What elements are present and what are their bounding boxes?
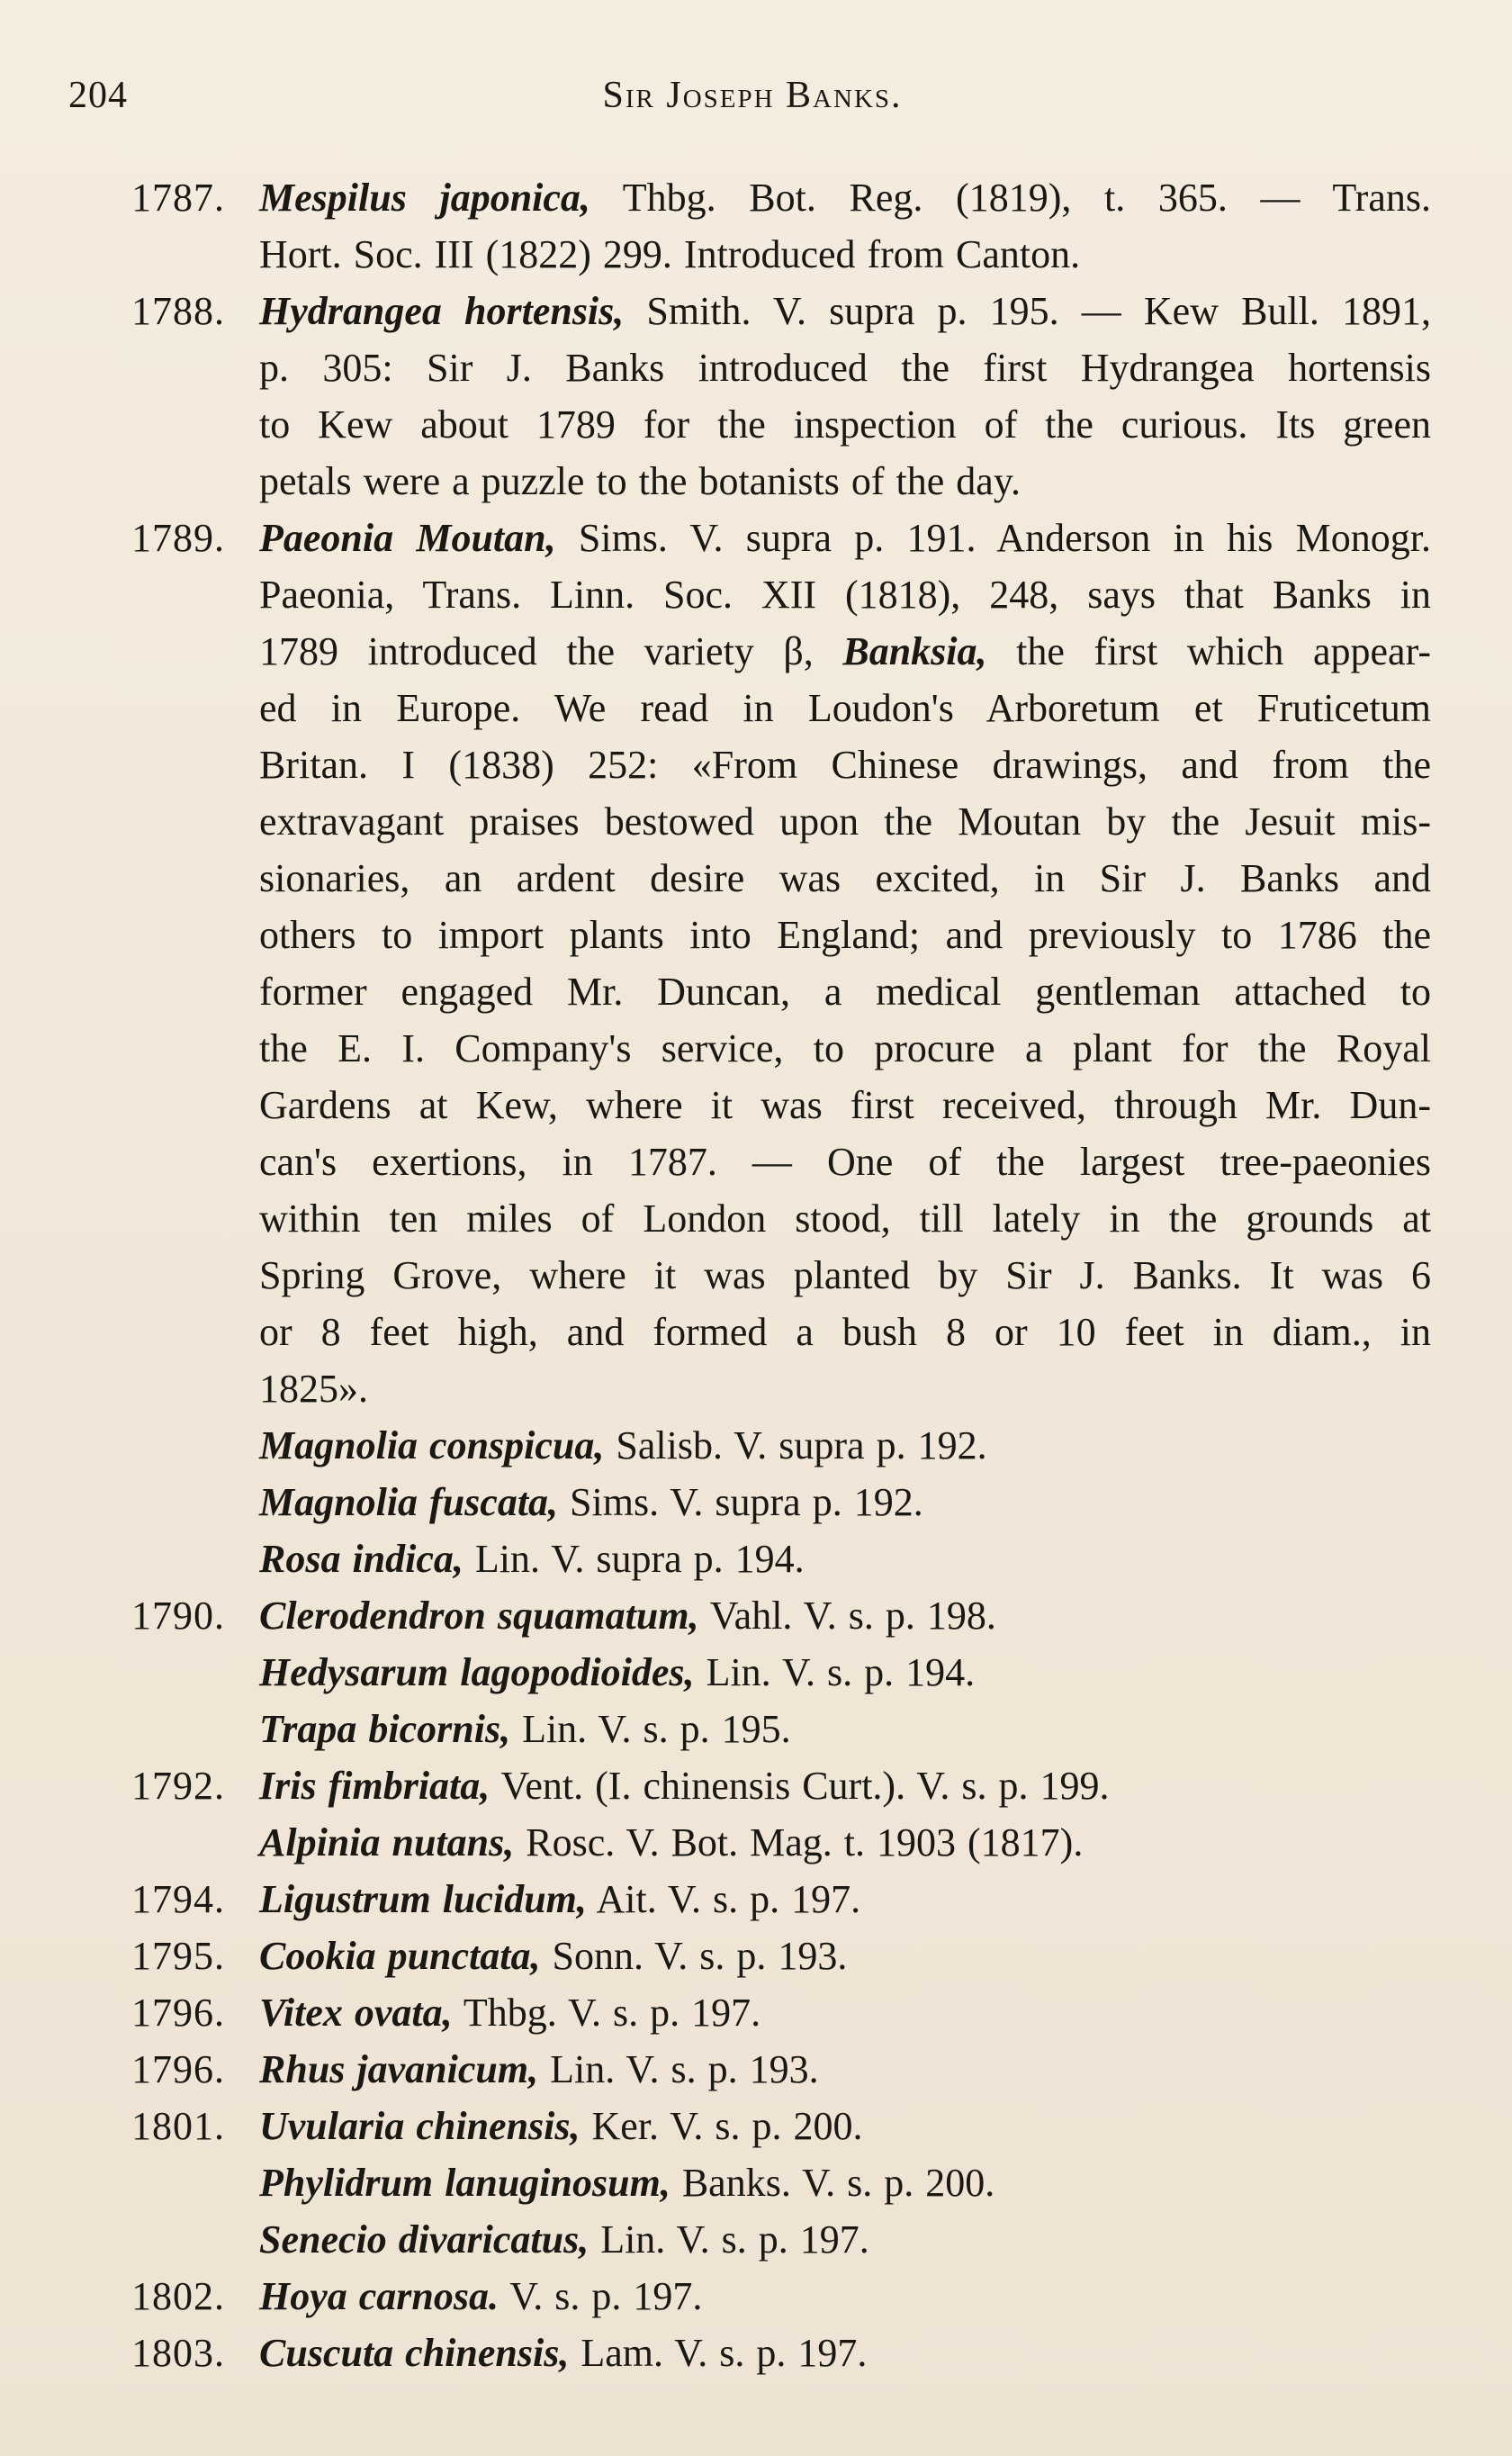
entry-row <box>131 1417 1431 1474</box>
species-name: Uvularia chinensis, <box>259 2104 580 2148</box>
entry-line <box>259 680 1431 736</box>
entry-text <box>259 1814 1431 1871</box>
entry-row <box>131 1928 1431 1984</box>
entry-line <box>259 566 1431 623</box>
entry-line <box>259 1417 1431 1474</box>
page-number: 204 <box>68 75 128 116</box>
species-name: Hedysarum lagopodioides, <box>259 1650 695 1694</box>
entry-line <box>259 1530 1431 1587</box>
entry-row <box>131 2325 1431 2381</box>
entry-line <box>259 1644 1431 1701</box>
entry-year: 1787. <box>131 176 225 220</box>
entry-line <box>259 623 1431 680</box>
entry-line <box>259 1928 1431 1984</box>
species-name: Alpinia nutans, <box>259 1820 515 1865</box>
entry-line <box>259 1757 1431 1814</box>
entry-line <box>259 1077 1431 1133</box>
page-header <box>68 74 1436 128</box>
entry-line-text: Sonn. V. s. p. 193. <box>540 1934 848 1978</box>
entry-line-text: Lin. V. s. p. 197. <box>589 2217 869 2262</box>
entry-line-text: to Kew about 1789 for the inspection of the curious. Its green <box>259 402 1431 447</box>
entry-row <box>131 1644 1431 1701</box>
entry-line-text: Hort. Soc. III (1822) 299. Introduced from Canton. <box>259 232 1081 276</box>
entry-line-text: ed in Europe. We read in Loudon's Arboretum et Fruticetum <box>259 686 1431 730</box>
entry-line <box>259 2041 1431 2098</box>
entry-text <box>259 1757 1431 1814</box>
species-name: Magnolia conspicua, <box>259 1423 605 1467</box>
entry-line-text: Vahl. V. s. p. 198. <box>698 1594 996 1638</box>
entry-row <box>131 2041 1431 2098</box>
entry-year: 1789. <box>131 516 225 560</box>
entry-line <box>259 339 1431 396</box>
entry-row <box>131 1530 1431 1587</box>
entry-row <box>131 283 1431 510</box>
entry-line-text: 1825». <box>259 1367 368 1411</box>
entry-line-text: Ker. V. s. p. 200. <box>580 2104 863 2148</box>
entry-line-text: Lin. V. s. p. 193. <box>538 2047 819 2091</box>
entry-year: 1792. <box>131 1764 225 1808</box>
entry-line-text: or 8 feet high, and formed a bush 8 or 10 feet in diam., in <box>259 1310 1431 1354</box>
entry-line <box>259 283 1431 339</box>
entry-row <box>131 2098 1431 2154</box>
species-name: Rhus javanicum, <box>259 2047 539 2091</box>
entry-text <box>259 1474 1431 1530</box>
entry-line <box>259 453 1431 510</box>
entry-line <box>259 226 1431 283</box>
entry-line-text: V. s. p. 197. <box>499 2274 703 2318</box>
species-name: Vitex ovata, <box>259 1991 453 2035</box>
entry-line-text-continued: the first which appear- <box>986 629 1431 673</box>
entry-line-text: Smith. V. supra p. 195. — Kew Bull. 1891, <box>624 289 1432 333</box>
entry-year: 1788. <box>131 289 225 333</box>
entry-text <box>259 1644 1431 1701</box>
entry-year: 1803. <box>131 2331 225 2375</box>
entry-line <box>259 1360 1431 1417</box>
entry-line-text: Paeonia, Trans. Linn. Soc. XII (1818), 248, says that Banks in <box>259 573 1431 617</box>
entry-row <box>131 1757 1431 1814</box>
entry-row <box>131 169 1431 283</box>
species-name: Mespilus japonica, <box>259 176 590 220</box>
entry-row <box>131 1814 1431 1871</box>
entry-line-text: Lam. V. s. p. 197. <box>569 2331 868 2375</box>
entry-line-text: Lin. V. s. p. 194. <box>694 1650 976 1694</box>
entry-line <box>259 1247 1431 1304</box>
entry-row <box>131 2211 1431 2268</box>
entry-row <box>131 2268 1431 2325</box>
entry-line <box>259 2268 1431 2325</box>
entry-line-text: Spring Grove, where it was planted by Sir J. Banks. It was 6 <box>259 1253 1431 1297</box>
species-name: Senecio divaricatus, <box>259 2217 590 2262</box>
entry-line <box>259 2154 1431 2211</box>
entry-text <box>259 1871 1431 1928</box>
entry-line-text: Ait. V. s. p. 197. <box>586 1877 861 1921</box>
entry-text <box>259 2154 1431 2211</box>
entry-line-text: Thbg. V. s. p. 197. <box>452 1991 761 2035</box>
entry-text <box>259 1417 1431 1474</box>
entry-line-text: Banks. V. s. p. 200. <box>670 2161 995 2205</box>
entry-line-text: Sims. V. supra p. 192. <box>558 1480 923 1524</box>
entry-line-text: the E. I. Company's service, to procure a plant for the Royal <box>259 1026 1431 1070</box>
entry-line <box>259 1304 1431 1360</box>
entry-year: 1795. <box>131 1934 225 1978</box>
species-name: Phylidrum lanuginosum, <box>259 2161 670 2205</box>
entry-line-text: Sims. V. supra p. 191. Anderson in his Monogr. <box>555 516 1432 560</box>
entry-text <box>259 2268 1431 2325</box>
entry-line-text: p. 305: Sir J. Banks introduced the first Hydrangea hortensis <box>259 346 1431 390</box>
entry-line <box>259 1190 1431 1247</box>
species-name: Magnolia fuscata, <box>259 1480 559 1524</box>
entry-text <box>259 1530 1431 1587</box>
entry-line <box>259 793 1431 850</box>
entry-line-text: Thbg. Bot. Reg. (1819), t. 365. — Trans. <box>590 176 1431 220</box>
entry-line-text: petals were a puzzle to the botanists of the day. <box>259 459 1021 503</box>
entry-line <box>259 1814 1431 1871</box>
entry-year: 1801. <box>131 2104 225 2148</box>
entry-line <box>259 736 1431 793</box>
entry-year: 1802. <box>131 2274 225 2318</box>
entry-text <box>259 2325 1431 2381</box>
entry-row <box>131 510 1431 1417</box>
species-name: Clerodendron squamatum, <box>259 1594 699 1638</box>
species-name: Paeonia Moutan, <box>259 516 556 560</box>
entry-line-text: Lin. V. supra p. 194. <box>463 1537 805 1581</box>
entry-line <box>259 169 1431 226</box>
entry-line <box>259 1587 1431 1644</box>
entry-year: 1796. <box>131 2047 225 2091</box>
entry-line <box>259 2211 1431 2268</box>
entry-row <box>131 1474 1431 1530</box>
entry-text <box>259 510 1431 1417</box>
entry-line <box>259 2325 1431 2381</box>
botanical-entry-list <box>131 169 1431 2381</box>
entry-line <box>259 850 1431 907</box>
entry-line-text: Gardens at Kew, where it was first received, through Mr. Dun- <box>259 1083 1431 1127</box>
entry-line-text: sionaries, an ardent desire was excited, in Sir J. Banks and <box>259 856 1431 900</box>
entry-line <box>259 510 1431 566</box>
entry-line-text: within ten miles of London stood, till lately in the grounds at <box>259 1196 1431 1241</box>
entry-line-text: 1789 introduced the variety β, <box>259 629 843 673</box>
entry-line <box>259 1133 1431 1190</box>
entry-line <box>259 1984 1431 2041</box>
entry-text <box>259 283 1431 510</box>
entry-line <box>259 963 1431 1020</box>
entry-text <box>259 1928 1431 1984</box>
entry-line <box>259 1474 1431 1530</box>
entry-line-text: Britan. I (1838) 252: «From Chinese drawings, and from the <box>259 743 1431 787</box>
species-name: Hydrangea hortensis, <box>259 289 625 333</box>
entry-year: 1794. <box>131 1877 225 1921</box>
species-name: Ligustrum lucidum, <box>259 1877 587 1921</box>
entry-text <box>259 169 1431 283</box>
entry-row <box>131 1871 1431 1928</box>
entry-text <box>259 2041 1431 2098</box>
entry-row <box>131 1587 1431 1644</box>
entry-line-text: extravagant praises bestowed upon the Moutan by the Jesuit mis- <box>259 799 1431 844</box>
entry-line-text: former engaged Mr. Duncan, a medical gentleman attached to <box>259 970 1431 1014</box>
entry-text <box>259 1587 1431 1644</box>
entry-line-text: can's exertions, in 1787. — One of the largest tree-paeonies <box>259 1140 1431 1184</box>
entry-line-text: Lin. V. s. p. 195. <box>510 1707 791 1751</box>
entry-row <box>131 1701 1431 1757</box>
entry-line <box>259 396 1431 453</box>
species-name: Rosa indica, <box>259 1537 464 1581</box>
species-name: Iris fimbriata, <box>259 1764 490 1808</box>
species-name: Cuscuta chinensis, <box>259 2331 570 2375</box>
entry-line-text: Salisb. V. supra p. 192. <box>604 1423 987 1467</box>
species-name: Cookia punctata, <box>259 1934 541 1978</box>
entry-line-text: others to import plants into England; and previously to 1786 the <box>259 913 1431 957</box>
entry-row <box>131 2154 1431 2211</box>
entry-text <box>259 2098 1431 2154</box>
entry-line <box>259 1701 1431 1757</box>
entry-line-text: Rosc. V. Bot. Mag. t. 1903 (1817). <box>514 1820 1084 1865</box>
entry-text <box>259 2211 1431 2268</box>
entry-line <box>259 907 1431 963</box>
entry-text <box>259 1984 1431 2041</box>
entry-line-text: Vent. (I. chinensis Curt.). V. s. p. 199. <box>490 1764 1110 1808</box>
entry-line <box>259 1020 1431 1077</box>
entry-text <box>259 1701 1431 1757</box>
entry-year: 1796. <box>131 1991 225 2035</box>
entry-year: 1790. <box>131 1594 225 1638</box>
entry-line <box>259 2098 1431 2154</box>
entry-line <box>259 1871 1431 1928</box>
variety-name: Banksia, <box>842 629 987 673</box>
species-name: Trapa bicornis, <box>259 1707 511 1751</box>
entry-row <box>131 1984 1431 2041</box>
species-name: Hoya carnosa. <box>259 2274 499 2318</box>
running-head: Sir Joseph Banks. <box>602 75 903 116</box>
